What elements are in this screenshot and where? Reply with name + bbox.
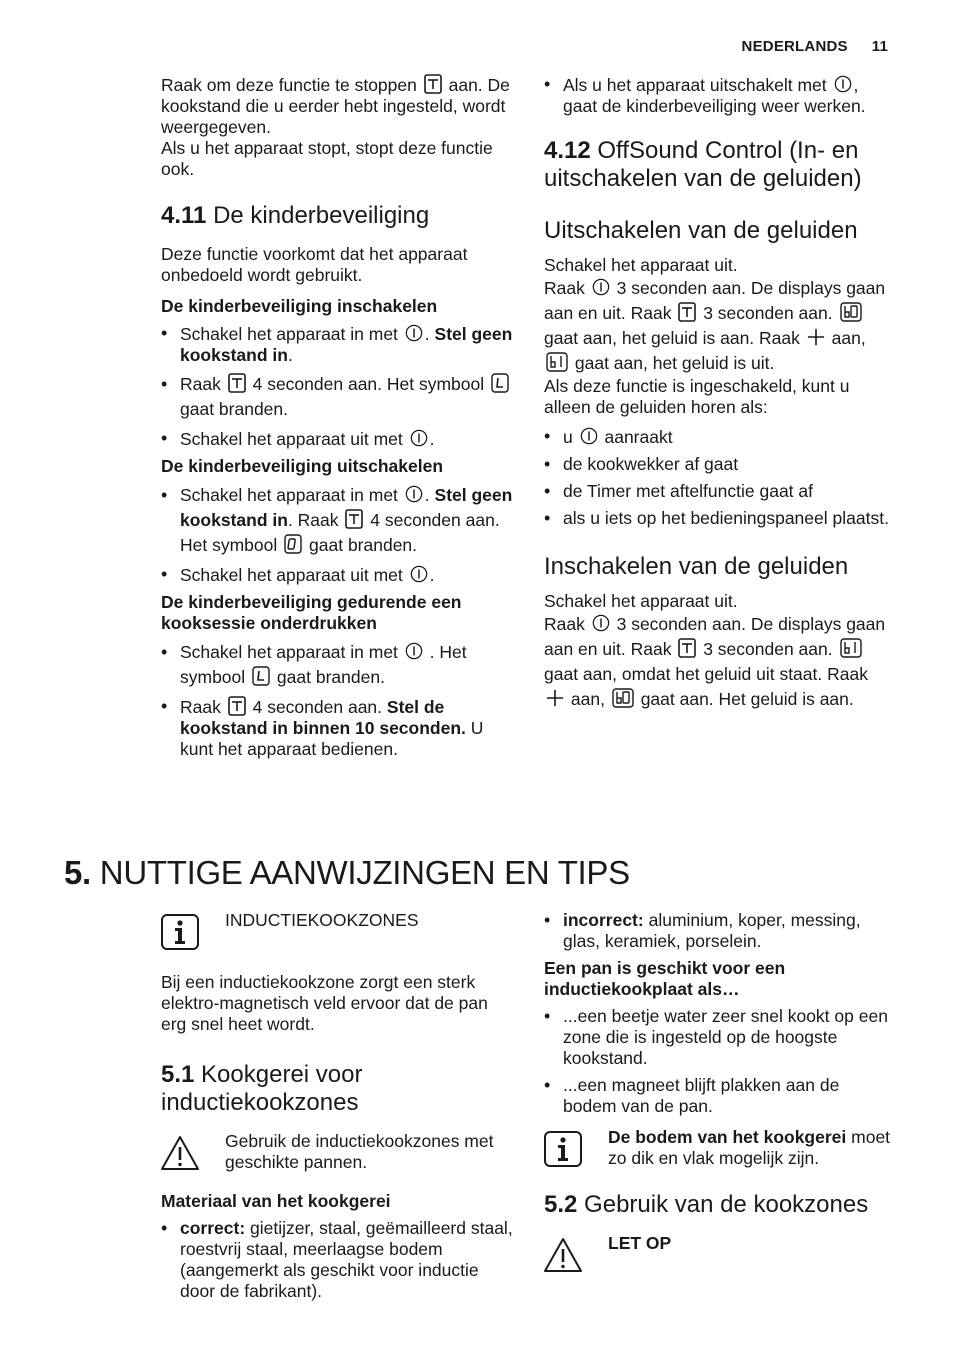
list-item: • de Timer met aftelfunctie gaat af (544, 481, 894, 502)
list-item: • Schakel het apparaat in met . Stel geen kookstand in. Raak 4 seconden aan. Het symbool gaat branden. (161, 483, 513, 558)
lock-key-icon (678, 638, 696, 658)
lock-on-heading: De kinderbeveiliging inschakelen (161, 296, 438, 316)
lock-key-icon (228, 696, 246, 716)
material-heading: Materiaal van het kookgerei (161, 1191, 391, 1211)
power-icon (410, 564, 428, 584)
power-icon (405, 484, 423, 504)
chapter-5-title: 5. NUTTIGE AANWIJZINGEN EN TIPS (64, 854, 630, 891)
warning-icon (161, 1135, 199, 1171)
plus-icon (807, 327, 825, 347)
sound-off-icon (546, 352, 568, 372)
lock-symbol-icon (491, 373, 509, 393)
sound-on-p2: Raak 3 seconden aan. De displays gaan aan en uit. Raak 3 seconden aan. gaat aan, omdat het geluid uit staat. Raak aan, gaat aan. Het geluid is aan. (544, 614, 886, 709)
zero-symbol-icon (284, 534, 302, 554)
lock-reactivate-list (544, 74, 894, 117)
info-icon (544, 1131, 582, 1167)
power-icon (405, 641, 423, 661)
material-list-cont (544, 910, 896, 952)
right-top-column (544, 74, 894, 712)
list-item: • Als u het apparaat uitschakelt met , gaat de kinderbeveiliging weer werken. (544, 74, 894, 117)
sound-on-title: Inschakelen van de geluiden (544, 553, 849, 580)
lock-on-list (161, 323, 513, 450)
list-item: • Schakel het apparaat uit met . (161, 564, 513, 586)
info-notice-text: INDUCTIEKOOKZONES (225, 910, 419, 930)
lock-key-icon (424, 74, 442, 94)
lock-override-heading: De kinderbeveiliging gedurende een kooksessie onderdrukken (161, 592, 462, 633)
sound-on-icon (612, 688, 634, 708)
sound-on-p1: Schakel het apparaat uit. (544, 591, 738, 611)
caution-text: LET OP (608, 1233, 672, 1253)
list-item: • ...een beetje water zeer snel kookt op een zone die is ingesteld op de hoogste kookstand. (544, 1006, 896, 1069)
section-4-11-intro: Deze functie voorkomt dat het apparaat onbedoeld wordt gebruikt. (161, 244, 468, 285)
caution-notice (544, 1233, 896, 1273)
power-icon (592, 277, 610, 297)
list-item: • Schakel het apparaat uit met . (161, 428, 513, 450)
info-notice-bottom-text: De bodem van het kookgerei moet zo dik en vlak mogelijk zijn. (608, 1127, 891, 1168)
material-list (161, 1218, 513, 1302)
sound-exceptions-list (544, 426, 894, 529)
list-item: • u aanraakt (544, 426, 894, 448)
warning-notice-text: Gebruik de inductiekookzones met geschikte pannen. (225, 1131, 494, 1172)
sound-off-icon (840, 638, 862, 658)
power-icon (405, 323, 423, 343)
page-header (742, 38, 888, 55)
section-5-2-title: 5.2 Gebruik van de kookzones (544, 1191, 869, 1218)
section-5-1-title: 5.1 Kookgerei voor inductiekookzones (161, 1061, 363, 1116)
sound-off-p3: Als deze functie is ingeschakeld, kunt u alleen de geluiden horen als: (544, 376, 850, 417)
plus-icon (546, 688, 564, 708)
pan-suitable-list (544, 1006, 896, 1117)
lock-symbol-icon (252, 666, 270, 686)
list-item: • Schakel het apparaat in met . Het symbool gaat branden. (161, 640, 513, 690)
header-language: NEDERLANDS (741, 38, 848, 55)
list-item: • ...een magneet blijft plakken aan de bodem van de pan. (544, 1075, 896, 1117)
pan-suitable-heading: Een pan is geschikt voor een inductiekookplaat als… (544, 958, 786, 999)
list-item: • de kookwekker af gaat (544, 454, 894, 475)
info-icon (161, 914, 199, 950)
power-icon (592, 613, 610, 633)
list-item: • correct: gietijzer, staal, geëmailleerd staal, roestvrij staal, meerlaagse bodem (aangemerkt als geschikt voor inductie door de fabrikant). (161, 1218, 513, 1302)
list-item: • incorrect: aluminium, koper, messing, glas, keramiek, porselein. (544, 910, 896, 952)
left-top-column (161, 74, 513, 766)
power-icon (410, 428, 428, 448)
section-4-11-title: 4.11 De kinderbeveiliging (161, 202, 430, 229)
list-item: • Schakel het apparaat in met . Stel geen kookstand in. (161, 323, 513, 366)
sound-off-title: Uitschakelen van de geluiden (544, 217, 858, 244)
info-notice-bottom (544, 1127, 896, 1169)
sound-off-p1: Schakel het apparaat uit. (544, 255, 738, 275)
page-number: 11 (871, 38, 888, 55)
stop-paragraph: Raak om deze functie te stoppen aan. De kookstand die u eerder hebt ingesteld, wordt weergegeven. (161, 75, 510, 137)
info-notice (161, 910, 513, 950)
list-item: • Raak 4 seconden aan. Stel de kookstand in binnen 10 seconden. U kunt het apparaat bedienen. (161, 696, 513, 760)
stop-paragraph-2: Als u het apparaat stopt, stopt deze functie ook. (161, 138, 493, 179)
right-bottom-column (544, 910, 896, 1273)
warning-notice (161, 1131, 513, 1173)
lock-key-icon (228, 373, 246, 393)
left-bottom-column (161, 910, 513, 1308)
induction-intro: Bij een inductiekookzone zorgt een sterk elektro-magnetisch veld ervoor dat de pan erg snel heet wordt. (161, 972, 488, 1034)
lock-key-icon (345, 509, 363, 529)
sound-on-icon (840, 302, 862, 322)
lock-off-list (161, 483, 513, 586)
list-item: • Raak 4 seconden aan. Het symbool gaat branden. (161, 372, 513, 422)
lock-key-icon (678, 302, 696, 322)
list-item: • als u iets op het bedieningspaneel plaatst. (544, 508, 894, 529)
power-icon (580, 426, 598, 446)
warning-icon (544, 1237, 582, 1273)
lock-override-list (161, 640, 513, 760)
power-icon (834, 74, 852, 94)
sound-off-p2: Raak 3 seconden aan. De displays gaan aan en uit. Raak 3 seconden aan. gaat aan, het geluid is aan. Raak aan, gaat aan, het geluid is uit. (544, 278, 886, 373)
section-4-12-title: 4.12 OffSound Control (In- en uitschakelen van de geluiden) (544, 137, 862, 192)
lock-off-heading: De kinderbeveiliging uitschakelen (161, 456, 444, 476)
